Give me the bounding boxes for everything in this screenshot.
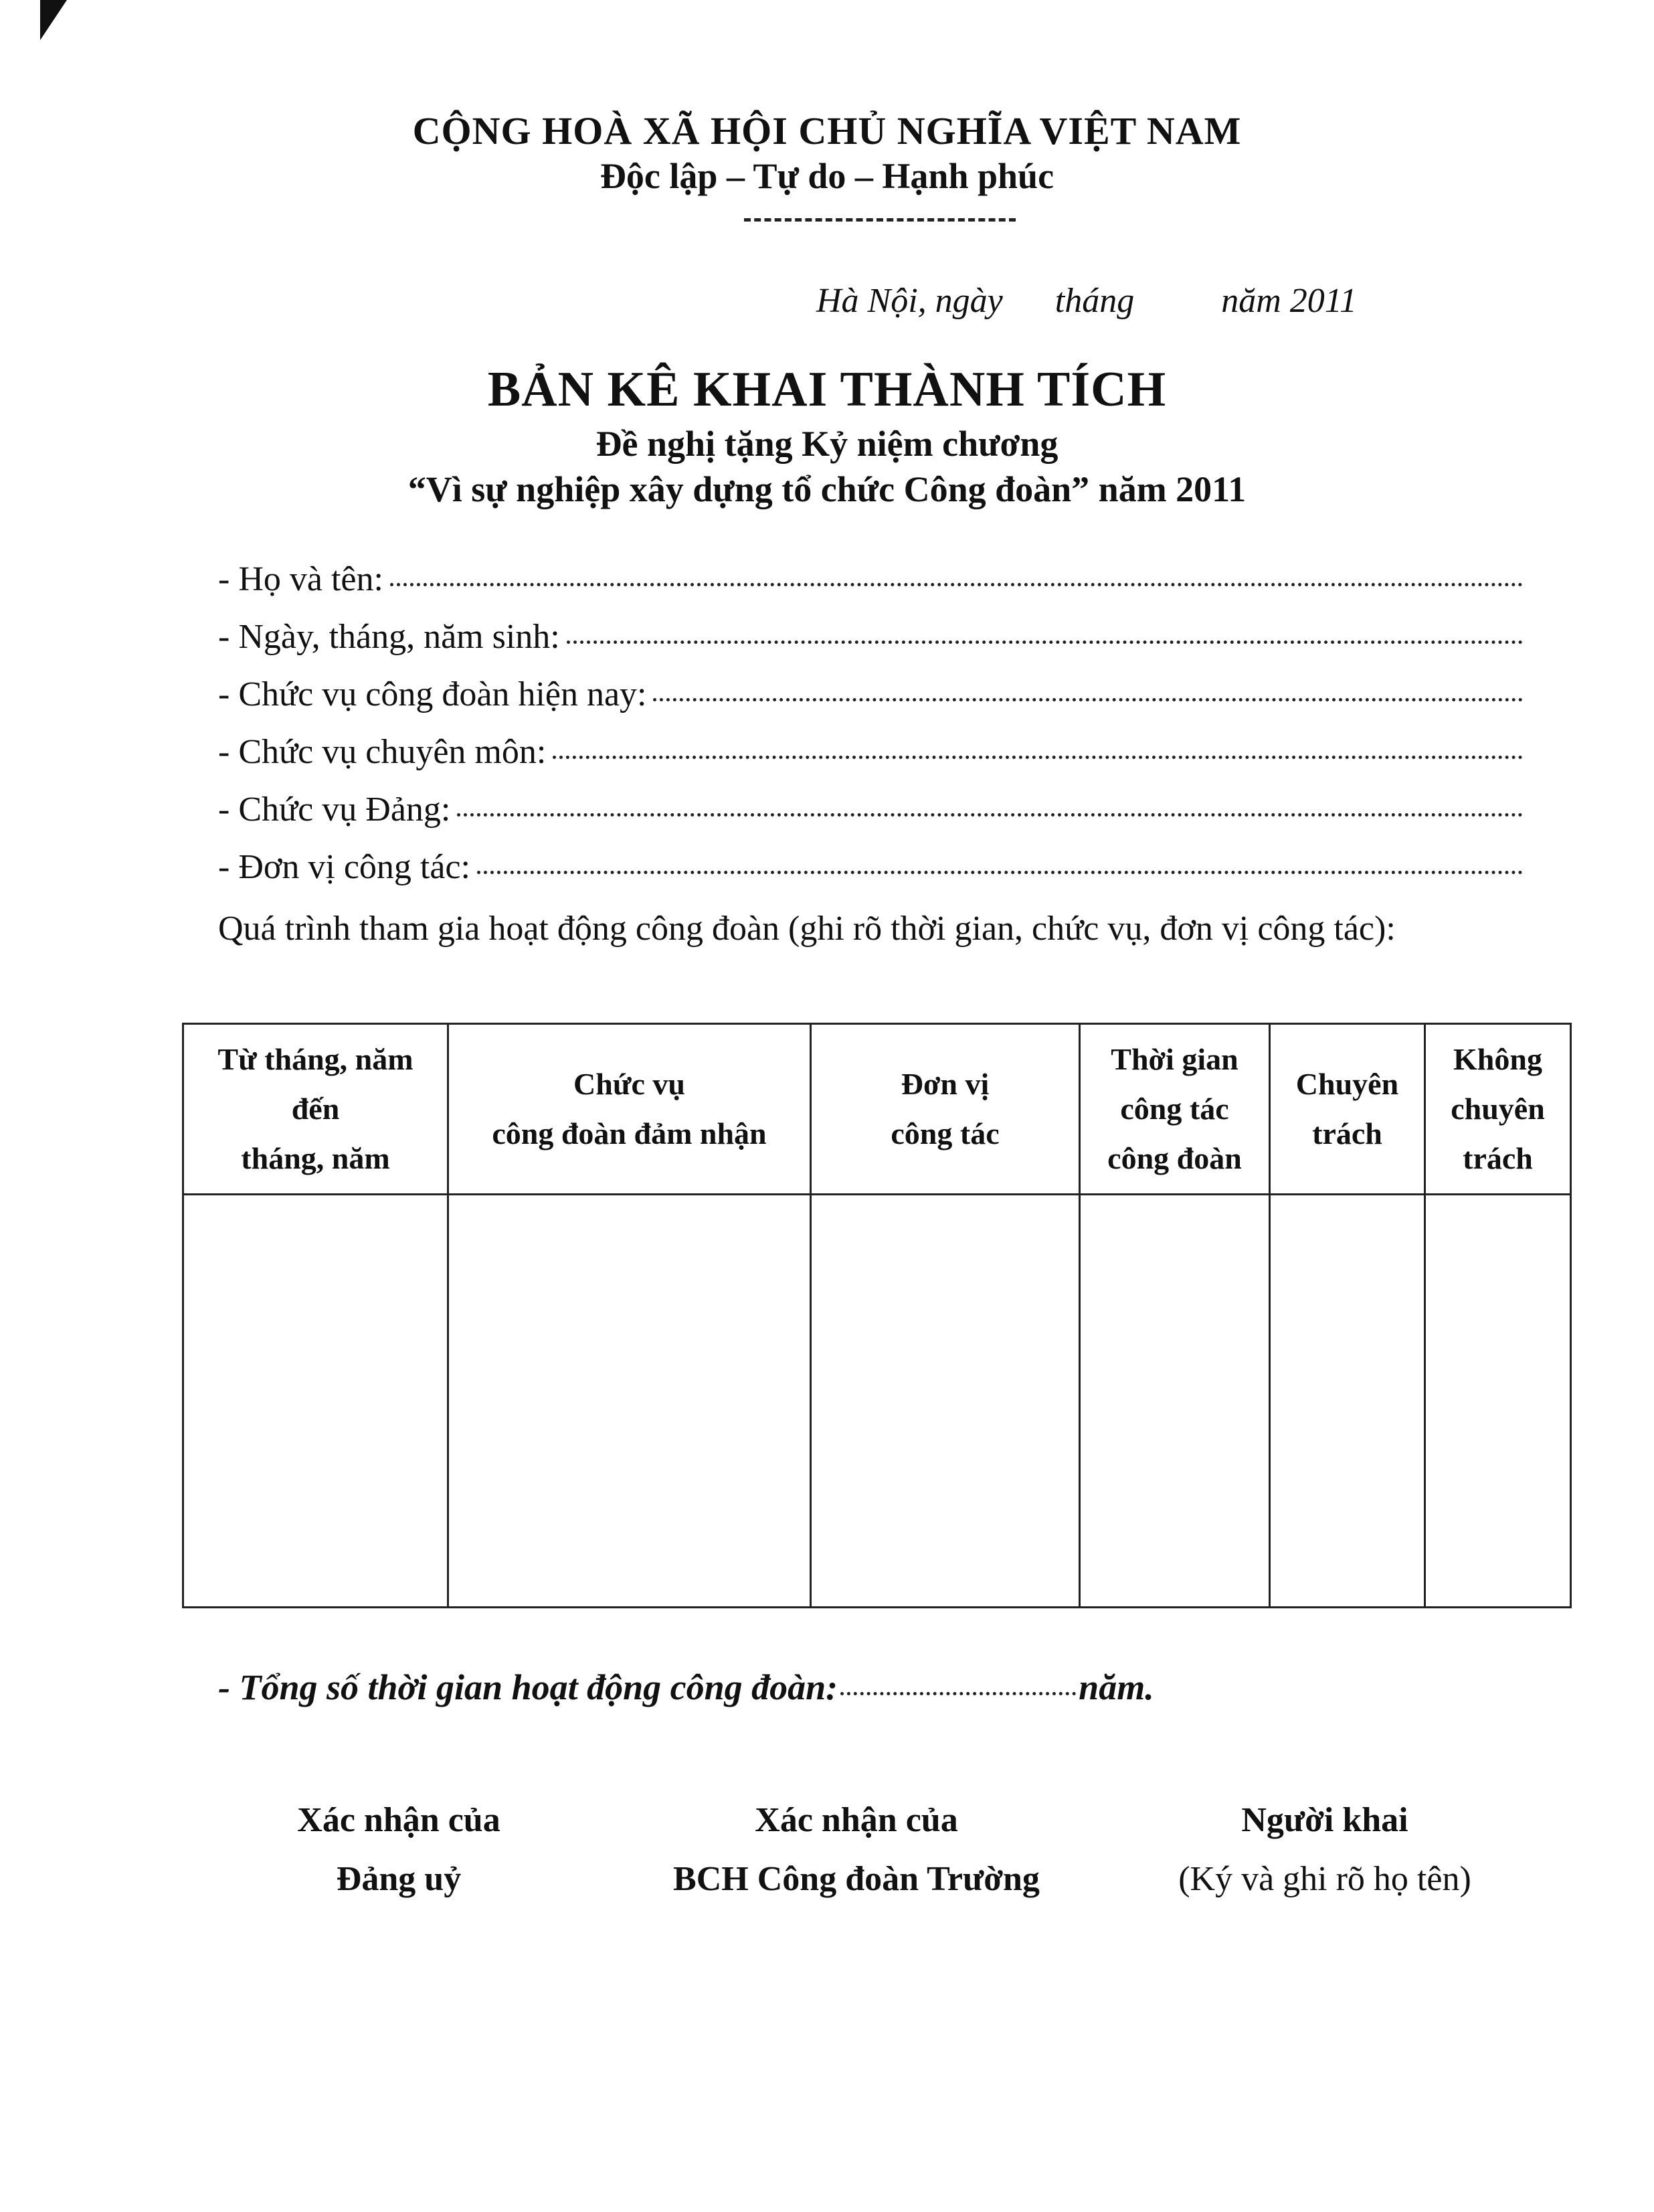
fill-line[interactable]	[553, 756, 1523, 759]
field-date-of-birth	[218, 617, 1523, 657]
table-cell[interactable]	[183, 1195, 448, 1608]
fill-line[interactable]	[567, 641, 1523, 644]
header-workplace: Đơn vị công tác	[811, 1024, 1080, 1195]
header-union-position: Chức vụ công đoàn đảm nhận	[448, 1024, 811, 1195]
motto-divider	[744, 218, 1016, 222]
fill-line[interactable]	[390, 583, 1523, 586]
table-cell[interactable]	[1270, 1195, 1425, 1608]
document-title: BẢN KÊ KHAI THÀNH TÍCH	[487, 362, 1167, 417]
header-period: Từ tháng, năm đến tháng, năm	[183, 1024, 448, 1195]
fill-line[interactable]	[457, 813, 1523, 817]
field-workplace	[218, 847, 1523, 887]
field-union-position	[218, 675, 1523, 714]
fill-line[interactable]	[653, 698, 1523, 701]
fill-line[interactable]	[477, 871, 1523, 874]
table-cell[interactable]	[811, 1195, 1080, 1608]
field-label: - Đơn vị công tác:	[218, 848, 470, 886]
fill-line[interactable]	[840, 1692, 1076, 1695]
field-label: - Họ và tên:	[218, 560, 383, 598]
total-unit: năm.	[1079, 1667, 1154, 1707]
header-union-duration: Thời gian công tác công đoàn	[1080, 1024, 1270, 1195]
national-title: CỘNG HOÀ XÃ HỘI CHỦ NGHĨA VIỆT NAM	[412, 109, 1242, 153]
document-subtitle-award: “Vì sự nghiệp xây dựng tổ chức Công đoàn” năm 2011	[407, 469, 1247, 509]
scan-corner-mark	[40, 0, 67, 40]
national-motto: Độc lập – Tự do – Hạnh phúc	[600, 156, 1054, 196]
document-subtitle: Đề nghị tặng Kỷ niệm chương	[595, 424, 1059, 464]
place-date: Hà Nội, ngày tháng năm 2011	[816, 282, 1357, 320]
union-history-table	[182, 1023, 1572, 1608]
table-cell[interactable]	[1425, 1195, 1571, 1608]
header-full-time: Chuyên trách	[1270, 1024, 1425, 1195]
field-label: - Ngày, tháng, năm sinh:	[218, 618, 560, 656]
signature-party-committee: Xác nhận của Đảng uỷ	[297, 1801, 500, 1898]
field-label: - Chức vụ chuyên môn:	[218, 733, 547, 771]
total-union-time	[218, 1667, 1154, 1708]
field-label: - Chức vụ công đoàn hiện nay:	[218, 675, 647, 713]
signature-union-executive: Xác nhận của BCH Công đoàn Trường	[673, 1801, 1040, 1898]
table-cell[interactable]	[1080, 1195, 1270, 1608]
history-label: Quá trình tham gia hoạt động công đoàn (ghi rõ thời gian, chức vụ, đơn vị công tác):	[218, 910, 1396, 948]
field-label: - Chức vụ Đảng:	[218, 790, 451, 829]
table-row	[183, 1195, 1571, 1608]
table-cell[interactable]	[448, 1195, 811, 1608]
total-label: - Tổng số thời gian hoạt động công đoàn:	[218, 1667, 838, 1707]
field-full-name	[218, 560, 1523, 599]
field-professional-position	[218, 732, 1523, 772]
header-part-time: Không chuyên trách	[1425, 1024, 1571, 1195]
table-header-row	[183, 1024, 1571, 1195]
field-party-position	[218, 790, 1523, 829]
signature-declarant: Người khai (Ký và ghi rõ họ tên)	[1178, 1801, 1471, 1898]
